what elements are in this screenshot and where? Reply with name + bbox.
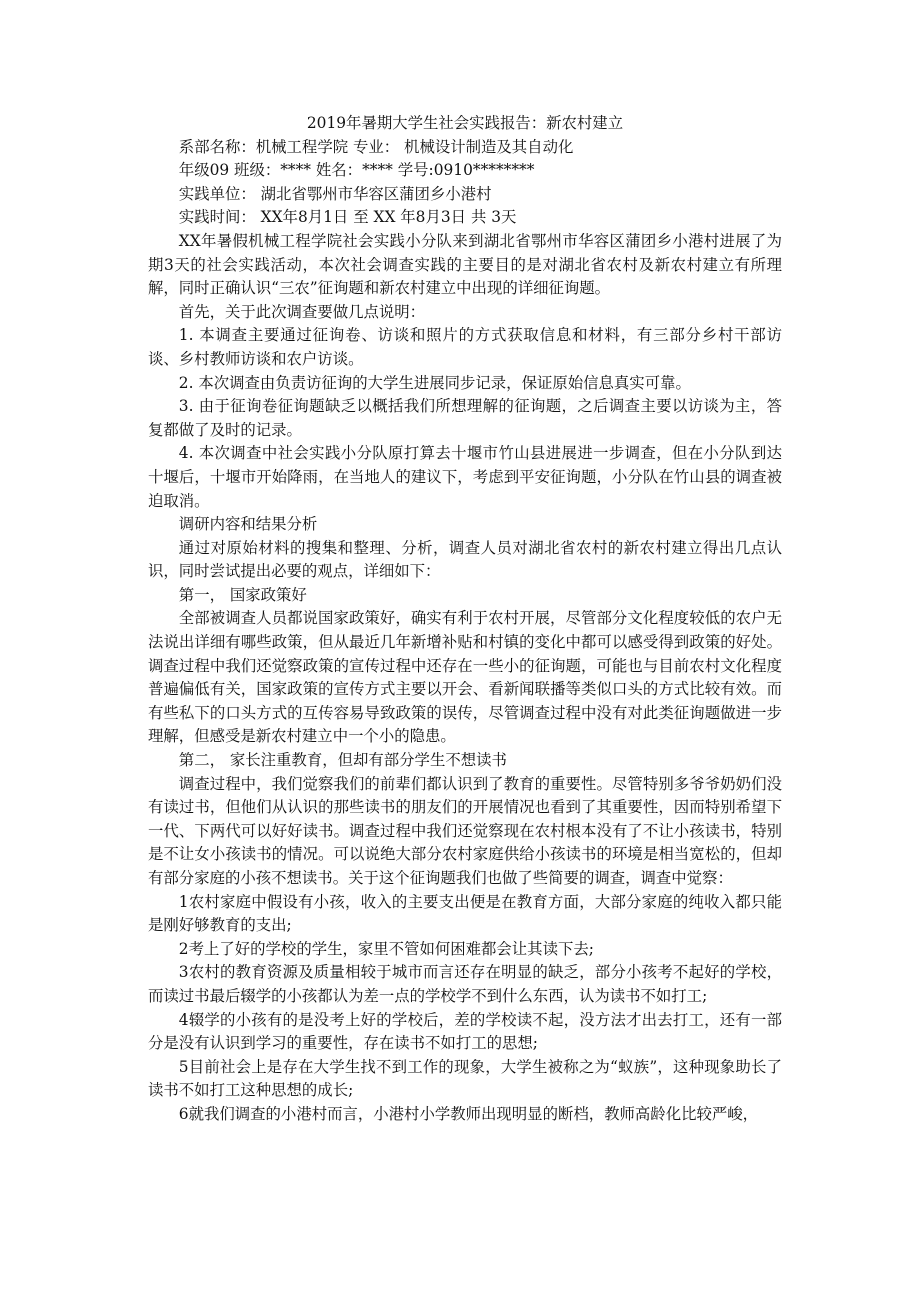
list-item: 1农村家庭中假设有小孩，收入的主要支出便是在教育方面，大部分家庭的纯收入都只能是刚好够教育的支出; [148, 892, 782, 935]
list-item: 2考上了好的学校的学生，家里不管如何困难都会让其读下去; [178, 939, 594, 958]
list-item: 4辍学的小孩有的是没考上好的学校后，差的学校读不起，没方法才出去打工，还有一部分是没有认识到学习的重要性，存在读书不如打工的思想; [148, 1010, 782, 1053]
section-body: 全部被调查人员都说国家政策好，确实有利于农村开展，尽管部分文化程度较低的农户无法说出详细有哪些政策，但从最近几年新增补贴和村镇的变化中都可以感受得到政策的好处。调查过程中我们还觉察政策的宣传过程中还存在一些小的征询题，可能也与目前农村文化程度普遍偏低有关，国家政策的宣传方式主要以开会、看新闻联播等类似口头的方式比较有效。而有些私下的口头方式的互传容易导致政策的误传，尽管调查过程中没有对此类征询题做进一步理解，但感受是新农村建立中一个小的隐患。 [148, 609, 782, 746]
analysis-intro: 通过对原始材料的搜集和整理、分析，调查人员对湖北省农村的新农村建立得出几点认识，同时尝试提出必要的观点，详细如下： [148, 538, 782, 581]
list-item: 6就我们调查的小港村而言，小港村小学教师出现明显的断档，教师高龄化比较严峻， [178, 1104, 759, 1123]
header-student-info: 年级09 班级：**** 姓名：**** 学号:0910******** [178, 161, 535, 180]
analysis-heading: 调研内容和结果分析 [178, 515, 318, 534]
section-heading: 第二， 家长注重教育，但却有部分学生不想读书 [178, 751, 507, 770]
note-item: 3. 由于征询卷征询题缺乏以概括我们所想理解的征询题，之后调查主要以访谈为主，答复都做了及时的记录。 [148, 397, 782, 439]
document-title: 2019年暑期大学生社会实践报告：新农村建立 [306, 114, 624, 132]
section-body: 调查过程中，我们觉察我们的前辈们都认识到了教育的重要性。尽管特别多爷爷奶奶们没有读过书，但他们从认识的那些读书的朋友们的开展情况也看到了其重要性，因而特别希望下一代、下两代可以好好读书。调查过程中我们还觉察现在农村根本没有了不让小孩读书，特别是不让女小孩读书的情况。可以说绝大部分农村家庭供给小孩读书的环境是相当宽松的，但却有部分家庭的小孩不想读书。关于这个征询题我们也做了些简要的调查，调查中觉察： [148, 774, 782, 887]
header-practice-unit: 实践单位： 湖北省鄂州市华容区蒲团乡小港村 [178, 184, 492, 203]
intro-paragraph: XX年暑假机械工程学院社会实践小分队来到湖北省鄂州市华容区蒲团乡小港村进展了为期3天的社会实践活动，本次社会调查实践的主要目的是对湖北省农村及新农村建立有所理解，同时正确认识“三农”征询题和新农村建立中出现的详细征询题。 [148, 231, 782, 298]
section-heading: 第一， 国家政策好 [178, 585, 307, 604]
note-item: 2. 本次调查由负责访征询的大学生进展同步记录，保证原始信息真实可靠。 [178, 373, 691, 392]
header-practice-time: 实践时间： XX年8月1日 至 XX 年8月3日 共 3天 [178, 208, 517, 227]
note-item: 4. 本次调查中社会实践小分队原打算去十堰市竹山县进展进一步调查，但在小分队到达十堰后，十堰市开始降雨，在当地人的建议下，考虑到平安征询题，小分队在竹山县的调查被迫取消。 [148, 444, 782, 510]
header-department: 系部名称：机械工程学院 专业： 机械设计制造及其自动化 [178, 137, 574, 156]
document-page [148, 112, 782, 1127]
list-item: 3农村的教育资源及质量相较于城市而言还存在明显的缺乏，部分小孩考不起好的学校，而读过书最后辍学的小孩都认为差一点的学校学不到什么东西，认为读书不如打工; [148, 963, 782, 1005]
notes-heading: 首先，关于此次调查要做几点说明： [178, 302, 426, 321]
list-item: 5目前社会上是存在大学生找不到工作的现象，大学生被称之为“蚁族”，这种现象助长了读书不如打工这种思想的成长; [148, 1057, 782, 1100]
note-item: 1. 本调查主要通过征询卷、访谈和照片的方式获取信息和材料，有三部分乡村干部访谈、乡村教师访谈和农户访谈。 [148, 326, 782, 368]
